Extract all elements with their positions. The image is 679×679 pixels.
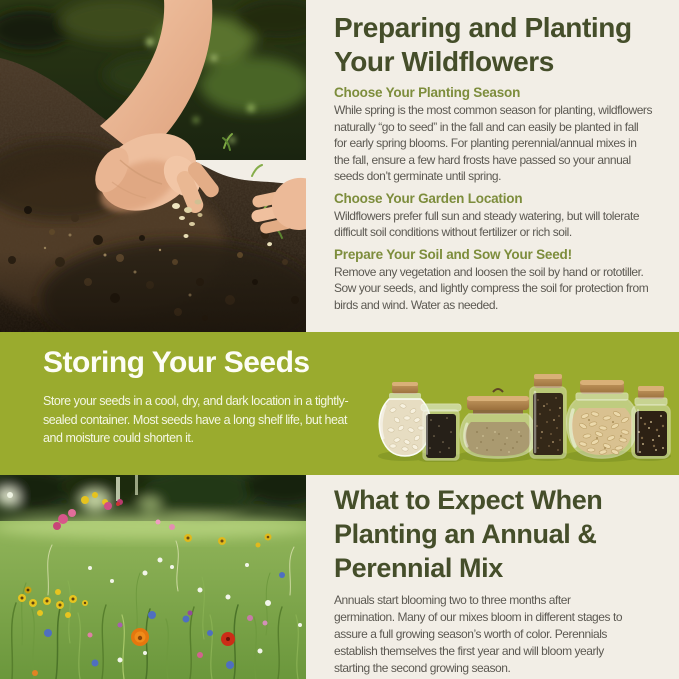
planting-photo-illustration xyxy=(0,0,306,332)
storing-title: Storing Your Seeds xyxy=(43,346,310,379)
planting-subsection-season xyxy=(334,85,669,185)
storing-body: Store your seeds in a cool, dry, and dark location in a tightly-sealed container. Most seeds have a long shelf life, but heat and moisture could shorten it. xyxy=(43,394,349,445)
subsection-body: Wildflowers prefer full sun and steady watering, but will tolerate difficult soil conditions without fertilizer or rich soil. xyxy=(334,208,640,239)
meadow-photo xyxy=(0,475,306,679)
jar-granular-squat xyxy=(460,389,535,458)
planting-subsection-soil xyxy=(334,247,669,314)
jar-dark-mixed xyxy=(632,386,670,458)
expect-panel xyxy=(306,475,679,679)
expect-body: Annuals start blooming two to three months after germination. Many of our mixes bloom in different stages to assure a full growing season’s worth of color. Perennials establish themselves the first year and will bloom yearly starting the second growing season. xyxy=(334,593,623,675)
storing-band xyxy=(0,332,679,475)
subsection-heading: Prepare Your Soil and Sow Your Seed! xyxy=(334,246,572,262)
subsection-heading: Choose Your Garden Location xyxy=(334,190,523,206)
jar-tall-dark xyxy=(530,374,566,458)
planting-subsection-location xyxy=(334,191,669,241)
jar-pumpkin-seeds xyxy=(567,380,637,458)
expect-title: What to Expect When Planting an Annual & Perennial Mix xyxy=(334,485,603,583)
subsection-heading: Choose Your Planting Season xyxy=(334,85,521,100)
planting-panel xyxy=(306,0,679,332)
jar-dark-small xyxy=(421,404,461,460)
seed-jars-photo xyxy=(377,348,671,462)
subsection-body: While spring is the most common season for planting, wildflowers naturally “go to seed” in the fall and can easily be planted in fall for early spring blooms. For planting perennial/annual mixes in the fall, ensure a few hard frosts have passed so your annual seeds don’t germinate until spring. xyxy=(334,103,653,183)
meadow-illustration xyxy=(0,475,306,679)
planting-photo xyxy=(0,0,306,332)
subsection-body: Remove any vegetation and loosen the soil by hand or rototiller. Sow your seeds, and lightly compress the soil for protection from birds and wind. Water as needed. xyxy=(334,264,649,312)
planting-title: Preparing and Planting Your Wildflowers xyxy=(334,12,632,77)
seed-jars-illustration xyxy=(377,348,671,462)
